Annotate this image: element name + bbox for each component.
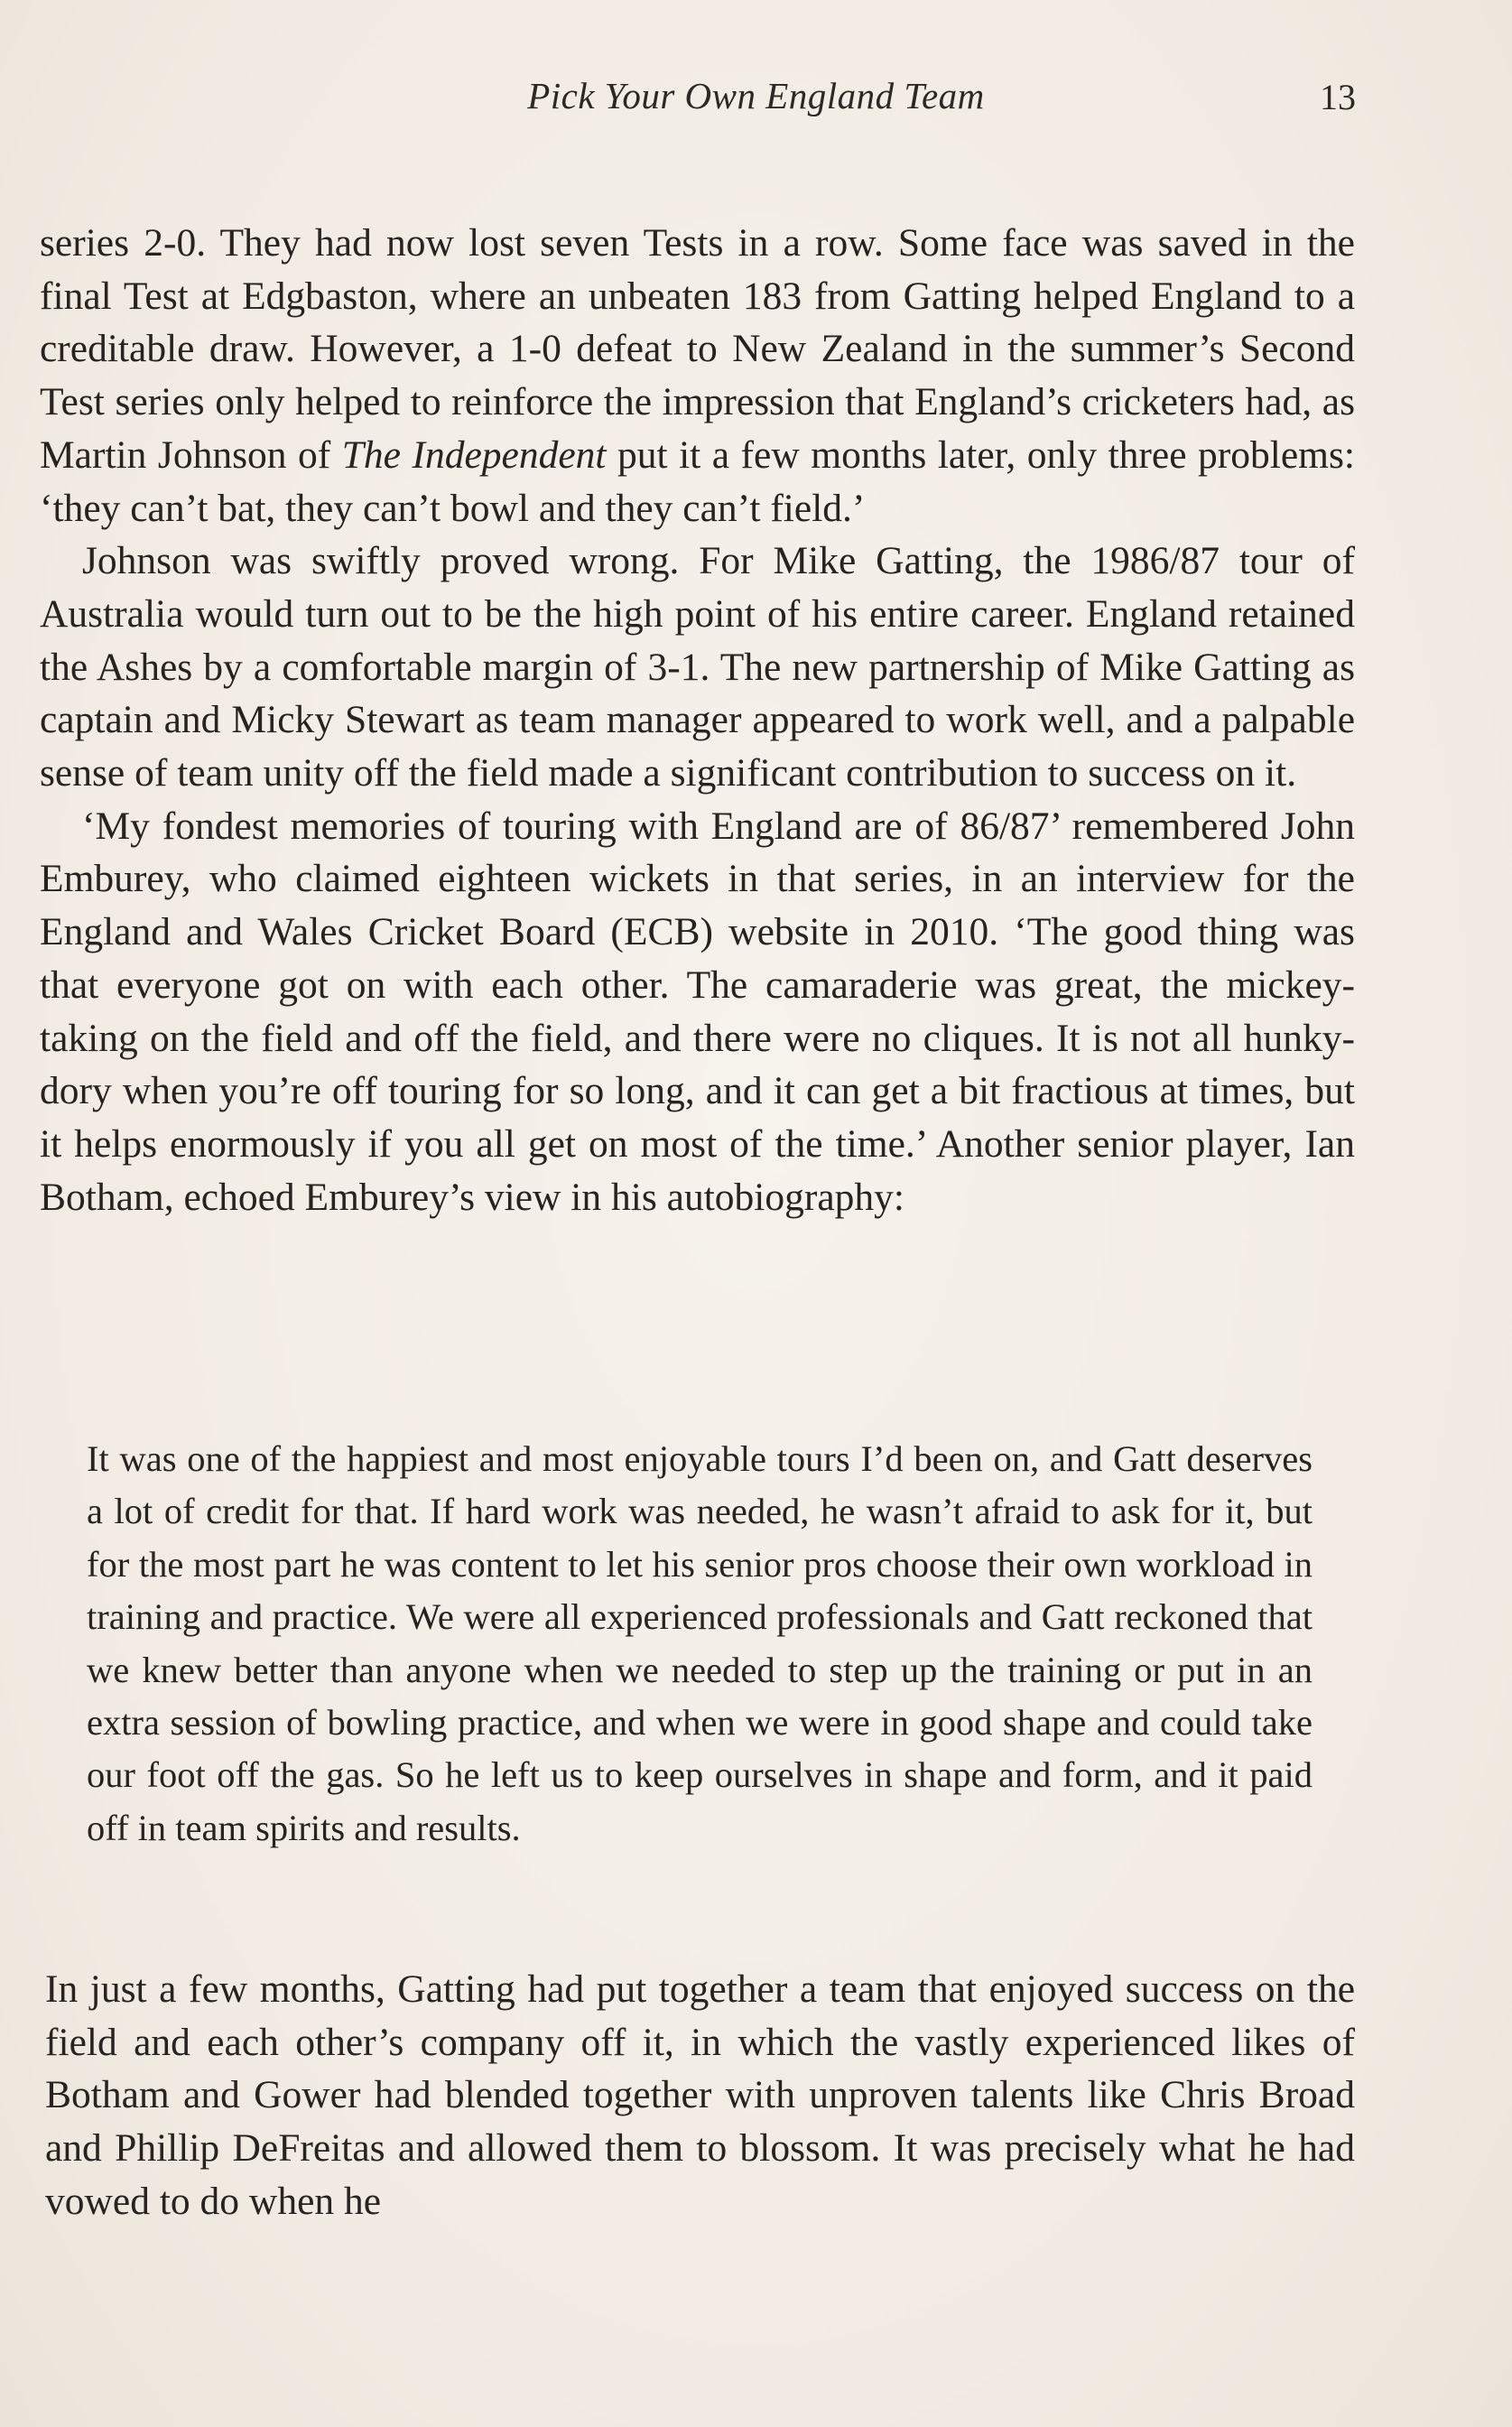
paragraph-1-end: put it a few months later, only three problems: ‘they can’t bat, they can’t bowl and they can’t field.’ [40,432,1355,530]
newspaper-title: The Independent [341,432,607,477]
paragraph-4: In just a few months, Gatting had put together a team that enjoyed success on the field and each other’s company off it, in which the vastly experienced likes of Botham and Gower had blended together with unproven talents like Chris Broad and Phillip DeFreitas and allowed them to blossom. It was precisely what he had vowed to do when he [45,1967,1355,2223]
quote-text: It was one of the happiest and most enjoyable tours I’d been on, and Gatt deserves a lot of credit for that. If hard work was needed, he wasn’t afraid to ask for it, but for the most part he was content to let his senior pros choose their own workload in training and practice. We were all experienced professionals and Gatt reckoned that we knew better than anyone when we needed to step up the training or put in an extra session of bowling practice, and when we were in good shape and could take our foot off the gas. So he left us to keep ourselves in shape and form, and it paid off in team spirits and results. [87,1438,1313,1848]
block-quote [87,1433,1313,1855]
paragraph-1-start: series 2-0. They had now lost seven Tests in a row. Some face was saved in the final Test at Edgbaston, where an unbeaten 183 from Gatting helped England to a creditable draw. However, a 1-0 defeat to New Zealand in the summer’s Second Test series only helped to reinforce the impression that England’s cricketers had, as Martin Johnson of [40,221,1355,477]
body-text-top [40,217,1355,1223]
running-title: Pick Your Own England Team [527,75,985,116]
paragraph-2: Johnson was swiftly proved wrong. For Mike Gatting, the 1986/87 tour of Australia would turn out to be the high point of his entire career. England retained the Ashes by a comfortable margin of 3-1. The new partnership of Mike Gatting as captain and Micky Stewart as team manager appeared to work well, and a palpable sense of team unity off the field made a significant contribution to success on it. [40,539,1355,795]
paragraph-3: ‘My fondest memories of touring with England are of 86/87’ remembered John Emburey, who claimed eighteen wickets in that series, in an interview for the England and Wales Cricket Board (ECB) website in 2010. ‘The good thing was that everyone got on with each other. The camaraderie was great, the mickey-taking on the field and off the field, and there were no cliques. It is not all hunky-dory when you’re off touring for so long, and it can get a bit fractious at times, but it helps enormously if you all get on most of the time.’ Another senior player, Ian Botham, echoed Emburey’s view in his autobiography: [40,804,1355,1219]
body-text-bottom [45,1963,1355,2228]
running-head [0,74,1512,128]
page-number: 13 [1320,77,1356,117]
paragraph-1 [40,217,1355,535]
